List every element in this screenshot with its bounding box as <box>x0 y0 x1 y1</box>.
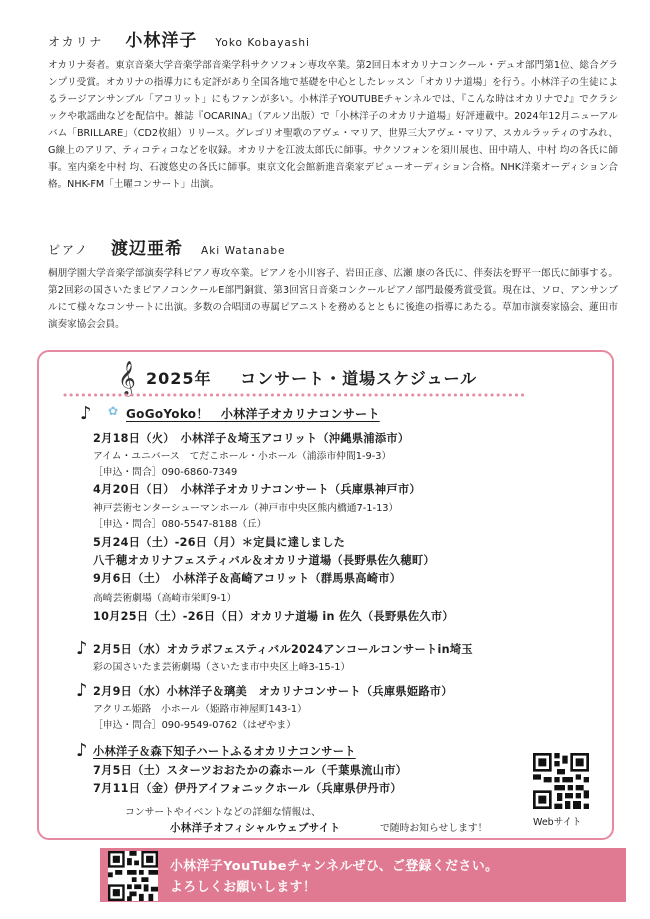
event-venue: 彩の国さいたま芸術劇場（さいたま市中央区上峰3-15-1） <box>93 662 351 673</box>
music-note-icon: ♪ <box>80 403 92 424</box>
flower-icon: ✿ <box>108 404 119 418</box>
performer-bio-watanabe: 桐朋学園大学音楽学部演奏学科ピアノ専攻卒業。ピアノを小川容子、岩田正彦、広瀬 康の各氏に、伴奏法を野平一郎氏に師事する。第2回彩の国さいたまピアノコンクールE部門銅賞、第3回宮日音楽コンクールピアノ部門最優秀賞受賞。現在は、ソロ、アンサンブルにて様々なコンサートに出演。多数の合唱団の専属ピアニストを務めるとともに後進の指導にあたる。草加市演奏家協会、蓮田市演奏家協会会員。 <box>48 268 618 330</box>
event-main: 4月20日（日） 小林洋子オカリナコンサート（兵庫県神戸市） <box>93 483 421 496</box>
official-site-link[interactable]: 小林洋子オフィシャルウェブサイト <box>170 822 341 834</box>
schedule-title <box>146 366 477 389</box>
footer-line-1: 小林洋子YouTubeチャンネルぜひ、ご登録ください。 <box>170 859 499 874</box>
performer-role: オカリナ <box>48 35 104 49</box>
music-note-icon: ♪ <box>76 638 88 659</box>
youtube-qr-code-icon[interactable] <box>108 851 158 901</box>
event-main: 2月18日（火） 小林洋子＆埼玉アコリット（沖縄県浦添市） <box>93 432 410 445</box>
event-contact: ［申込・問合］080-5547-8188（丘） <box>93 519 267 530</box>
performer-header-watanabe <box>48 234 285 259</box>
performer-role: ピアノ <box>48 243 90 257</box>
music-note-icon: ♪ <box>76 740 88 761</box>
music-note-icon: ♪ <box>76 680 88 701</box>
event-contact: ［申込・問合］090-6860-7349 <box>93 467 238 478</box>
event-main: 2月9日（水）小林洋子＆璃美 オカリナコンサート（兵庫県姫路市） <box>93 685 453 698</box>
performer-header-kobayashi <box>48 26 310 51</box>
event-main: 9月6日（土） 小林洋子＆高崎アコリット（群馬県高崎市） <box>93 572 402 585</box>
performer-name-jp: 渡辺亜希 <box>111 239 184 259</box>
event-main: 八千穂オカリナフェスティバル＆オカリナ道場（長野県佐久穂町） <box>93 554 435 567</box>
event-venue: 高崎芸術劇場（高崎市栄町9-1） <box>93 593 237 604</box>
web-site-label: Webサイト <box>533 817 582 828</box>
event-main: 7月11日（金）伊丹アイフォニックホール（兵庫県伊丹市） <box>93 782 402 795</box>
event-venue: アイム・ユニバース てだこホール・小ホール（浦添市仲間1-9-3） <box>93 451 392 462</box>
footer-line-2: よろしくお願いします！ <box>170 880 317 895</box>
event-main: 10月25日（土）-26日（日）オカリナ道場 in 佐久（長野県佐久市） <box>93 610 454 623</box>
website-qr-code-icon[interactable] <box>533 753 589 809</box>
info-text: コンサートやイベントなどの詳細な情報は、 <box>125 807 321 818</box>
schedule-year: 2025年 <box>146 369 212 388</box>
treble-clef-icon: 𝄞 <box>118 361 136 396</box>
performer-name-en: Yoko Kobayashi <box>215 37 310 49</box>
info-text: で随時お知らせします！ <box>380 823 488 834</box>
performer-name-en: Aki Watanabe <box>201 245 286 257</box>
performer-bio-kobayashi: オカリナ奏者。東京音楽大学音楽学部音楽学科サクソフォン専攻卒業。第2回日本オカリナコンクール・デュオ部門第1位、総合グランプリ受賞。オカリナの指導力にも定評があり全国各地で基礎を中心としたレッスン「オカリナ道場」を行う。小林洋子の生徒によるラージアンサンブル「アコリット」にもファンが多い。小林洋子YOUTUBEチャンネルでは、『こんな時はオカリナで♪』でクラシックや歌謡曲などを配信中。雑誌『OCARINA』（アルソ出版）で「小林洋子のオカリナ道場」好評連載中。2024年12月ニューアルバム「BRILLARE」（CD2枚組）リリース。グレゴリオ聖歌のアヴェ・マリア、世界三大アヴェ・マリア、スカルラッティのすみれ、G線上のアリア、ティコティコなどを収録。オカリナを江波太郎氏に師事。サクソフォンを須川展也、田中靖人、中村 均の各氏に師事。室内楽を中村 均、石渡悠史の各氏に師事。東京文化会館新進音楽家デビューオーディション合格。NHK洋楽オーディション合格。NHK-FM「土曜コンサート」出演。 <box>48 60 618 190</box>
event-main: 7月5日（土）スターツおおたかの森ホール（千葉県流山市） <box>93 764 408 777</box>
event-venue: 神戸芸術センターシューマンホール（神戸市中央区熊内橋通7-1-13） <box>93 503 399 514</box>
footer-message <box>170 856 498 898</box>
event-contact: ［申込・問合］090-9549-0762（はぜやま） <box>93 720 296 731</box>
event-date: 5月24日（土）-26日（月）＊定員に達しました <box>93 536 346 549</box>
schedule-title-text: コンサート・道場スケジュール <box>240 369 478 388</box>
series-title-gogoyoko: GoGoYoko！ 小林洋子オカリナコンサート <box>126 407 380 421</box>
dotted-divider <box>62 392 527 398</box>
series-title-heartful: 小林洋子＆森下知子ハートふるオカリナコンサート <box>93 745 356 758</box>
performer-name-jp: 小林洋子 <box>125 31 198 51</box>
event-main: 2月5日（水）オカラボフェスティバル2024アンコールコンサートin埼玉 <box>93 643 473 656</box>
event-venue: アクリエ姫路 小ホール（姫路市神屋町143-1） <box>93 704 307 715</box>
